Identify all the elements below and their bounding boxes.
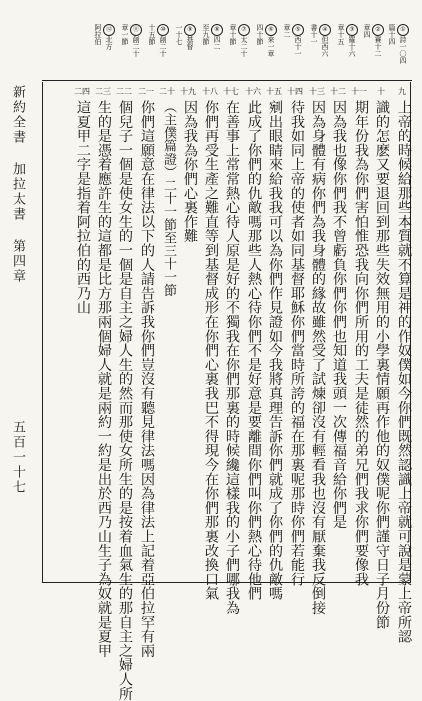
header-note: ⑨基督 一十七 bbox=[175, 24, 194, 50]
line-number: 十八 bbox=[202, 87, 218, 96]
line-number: 十一 bbox=[351, 87, 367, 96]
top-rule bbox=[42, 80, 412, 81]
header-note: ⑩創二十 十五節 bbox=[148, 24, 167, 57]
line-number: 二四 bbox=[74, 87, 90, 96]
body-text-column: 因為我為你們心裏作難 bbox=[182, 100, 198, 243]
body-text-column: 期年份我為你們害怕惟恐我向你們所用的工夫是徒然的弟兄們我求你們要像我 bbox=[353, 100, 369, 587]
line-number: 二二 bbox=[116, 87, 132, 96]
body-text-column: 生的是憑着應許生的這都是比方那兩個婦人就是兩約一約是出於西乃山生子為奴就是夏甲 bbox=[96, 100, 112, 658]
body-text-column: 識的怎麽又要退回到那些失效無用的小學裏情願再作他的奴僕呢你們謹守日子月份節 bbox=[374, 100, 390, 630]
body-text-column: 你們這願意在律法以下的人請告訴我你們豈沒有聽見律法嗎因為律法上記着亞伯拉罕有兩 bbox=[139, 100, 155, 658]
body-text-column: 因為我也像你們我不曾虧負你們你們也知道我頭一次傳福音給你們是 bbox=[331, 100, 347, 529]
header-note: ⑦太二十 章十節 bbox=[229, 24, 248, 57]
body-text-column: 此成了你們的仇敵嗎那些人熱心待你們不是好意是要離間你們叫你們熱心待他們 bbox=[246, 100, 262, 601]
body-text-column: 上帝的時候給那些本質就不算是神的作奴僕如今你們既然認識上帝就可說是蒙上帝所認 bbox=[396, 100, 412, 644]
line-number: 十三 bbox=[309, 87, 325, 96]
header-note: ④但西六 書十一 bbox=[310, 24, 329, 57]
line-number: 二三 bbox=[95, 87, 111, 96]
line-number: 二一 bbox=[138, 87, 154, 96]
body-text-column: 個兒子一個是使女生的一個是自主之婦人生的然而那使女所生的是按着血氣生的那自主之婦人所 bbox=[117, 100, 133, 701]
body-text-column: 待我如同上帝的使者如同基督耶穌你們當時所誇的福在那裏呢那時你們若能行 bbox=[289, 100, 305, 587]
header-note: ⑫北方 阿拉伯 bbox=[94, 24, 113, 50]
body-text-column: 剜出眼睛來給我我可以為你們作見證如今我將真理告訴你們就成了你們的仇敵嗎 bbox=[267, 100, 283, 601]
line-number: 十 bbox=[377, 87, 385, 96]
line-number: 九 bbox=[398, 87, 406, 96]
header-note: ⑪創二十 章一節 bbox=[121, 24, 140, 57]
line-number: 十六 bbox=[245, 87, 261, 96]
body-text-column: 在善事上常常熱心待人原是好的不獨我在你們那裏的時候纔這樣我的小子們哪我為 bbox=[224, 100, 240, 615]
header-note: ②賽十二 章四 bbox=[363, 24, 382, 57]
line-number: 十九 bbox=[180, 87, 196, 96]
line-number: 十二 bbox=[330, 87, 346, 96]
line-number: 十五 bbox=[266, 87, 282, 96]
line-number: 十四 bbox=[287, 87, 303, 96]
body-text-column: 這夏甲二字是指着阿拉伯的西乃山 bbox=[75, 100, 91, 315]
body-rule-left bbox=[42, 82, 43, 582]
header-note: ⑧四二 至九節 bbox=[202, 24, 221, 50]
header-note: ①詩一〇四 篇十四 bbox=[388, 24, 407, 64]
header-note: ③羅十六 章十五 bbox=[337, 24, 356, 57]
section-heading: （主僕篇證）二十一節至三十一節 bbox=[161, 100, 176, 297]
header-note: ⑤西十一 章二 bbox=[283, 24, 302, 57]
body-text-column: 你們再受生產之難直等到基督成形在你們心裏我巴不得現今在你們那裏改換口氣 bbox=[203, 100, 219, 601]
line-number: 二十 bbox=[159, 87, 175, 96]
line-number: 十七 bbox=[223, 87, 239, 96]
body-text-column: 因為身體有病你們為我身體的緣故雖然受了試煉卻沒有輕看我也沒有厭棄我反倒接 bbox=[310, 100, 326, 615]
book-spine-title: 新約全書 加拉太書 第四章 bbox=[10, 85, 25, 284]
page-number: 五百一十七 bbox=[10, 420, 25, 495]
header-note: ⑥來一章 四十節 bbox=[256, 24, 275, 57]
